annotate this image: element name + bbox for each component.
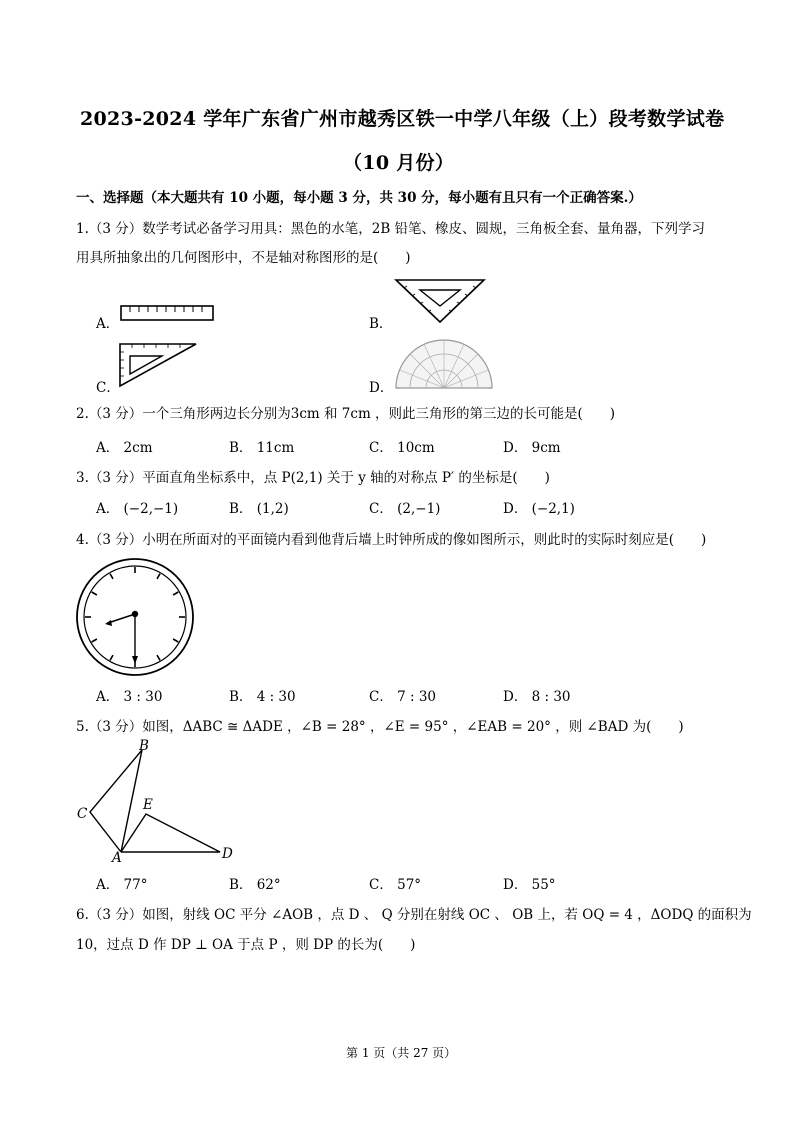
question-6-line1: 6.（3 分）如图，射线 OC 平分 ∠AOB ，点 D 、 Q 分别在射线 OC 、 OB 上，若 OQ = 4 ，ΔODQ 的面积为 xyxy=(76,907,752,923)
q5-point-b-label: B xyxy=(139,738,149,754)
q4-option-b: B． 4 : 30 xyxy=(229,689,296,705)
set-square-isosceles-figure xyxy=(394,278,486,326)
question-2: 2.（3 分）一个三角形两边长分别为3cm 和 7cm ，则此三角形的第三边的长可能是( ) xyxy=(76,406,616,422)
q3-option-d: D． (−2,1) xyxy=(503,501,575,517)
q4-option-a: A． 3 : 30 xyxy=(96,689,163,705)
clock-tick xyxy=(110,655,113,660)
clock-tick xyxy=(157,574,160,579)
question-1-line1: 1.（3 分）数学考试必备学习用具：黑色的水笔，2B 铅笔、橡皮、圆规，三角板全套、量角器，下列学习 xyxy=(76,221,706,237)
q4-option-d: D． 8 : 30 xyxy=(503,689,571,705)
q5-option-b: B． 62° xyxy=(229,877,281,893)
q5-option-c: C． 57° xyxy=(369,877,422,893)
q1-option-d-label: D． xyxy=(369,380,394,396)
page-title-line2: （10 月份） xyxy=(343,152,455,174)
question-5: 5.（3 分）如图，ΔABC ≅ ΔADE ，∠B = 28° ，∠E = 95° ，∠EAB = 20° ，则 ∠BAD 为( ) xyxy=(76,719,684,735)
page-title-line1: 2023-2024 学年广东省广州市越秀区铁一中学八年级（上）段考数学试卷 xyxy=(80,108,725,130)
clock-tick xyxy=(173,592,178,595)
q3-option-c: C． (2,−1) xyxy=(369,501,441,517)
question-1-line2: 用具所抽象出的几何图形中，不是轴对称图形的是( ) xyxy=(76,250,411,266)
mirror-clock-figure xyxy=(74,556,196,678)
question-6-line2: 10，过点 D 作 DP ⊥ OA 于点 P ，则 DP 的长为( ) xyxy=(76,937,416,953)
clock-tick xyxy=(173,639,178,642)
ruler-figure xyxy=(120,304,216,324)
q1-option-b-label: B． xyxy=(369,316,393,332)
q2-option-a: A． 2cm xyxy=(96,440,153,456)
triangle-congruence-figure xyxy=(70,736,240,866)
protractor-figure xyxy=(394,336,494,390)
q3-option-b: B． (1,2) xyxy=(229,501,289,517)
q5-point-e-label: E xyxy=(143,797,153,813)
section-heading: 一、选择题（本大题共有 10 小题，每小题 3 分，共 30 分，每小题有且只有一个正确答案.） xyxy=(76,190,642,206)
q2-option-d: D． 9cm xyxy=(503,440,561,456)
q4-option-c: C． 7 : 30 xyxy=(369,689,437,705)
q1-option-a-label: A． xyxy=(96,316,120,332)
q5-point-c-label: C xyxy=(77,806,88,822)
question-4: 4.（3 分）小明在所面对的平面镜内看到他背后墙上时钟所成的像如图所示，则此时的实际时刻应是( ) xyxy=(76,532,707,548)
clock-tick xyxy=(110,574,113,579)
q5-point-d-label: D xyxy=(222,846,233,862)
set-square-right-figure xyxy=(118,342,198,388)
q1-option-c-label: C． xyxy=(96,380,120,396)
q5-option-a: A． 77° xyxy=(96,877,148,893)
q3-option-a: A． (−2,−1) xyxy=(96,501,179,517)
q5-point-a-label: A xyxy=(112,850,122,866)
q5-option-d: D． 55° xyxy=(503,877,556,893)
question-3: 3.（3 分）平面直角坐标系中，点 P(2,1) 关于 y 轴的对称点 P′ 的坐标是( ) xyxy=(76,470,550,486)
q2-option-c: C． 10cm xyxy=(369,440,435,456)
clock-tick xyxy=(157,655,160,660)
clock-tick xyxy=(92,592,97,595)
clock-tick xyxy=(92,639,97,642)
page-footer: 第 1 页（共 27 页） xyxy=(346,1046,457,1060)
q2-option-b: B． 11cm xyxy=(229,440,295,456)
